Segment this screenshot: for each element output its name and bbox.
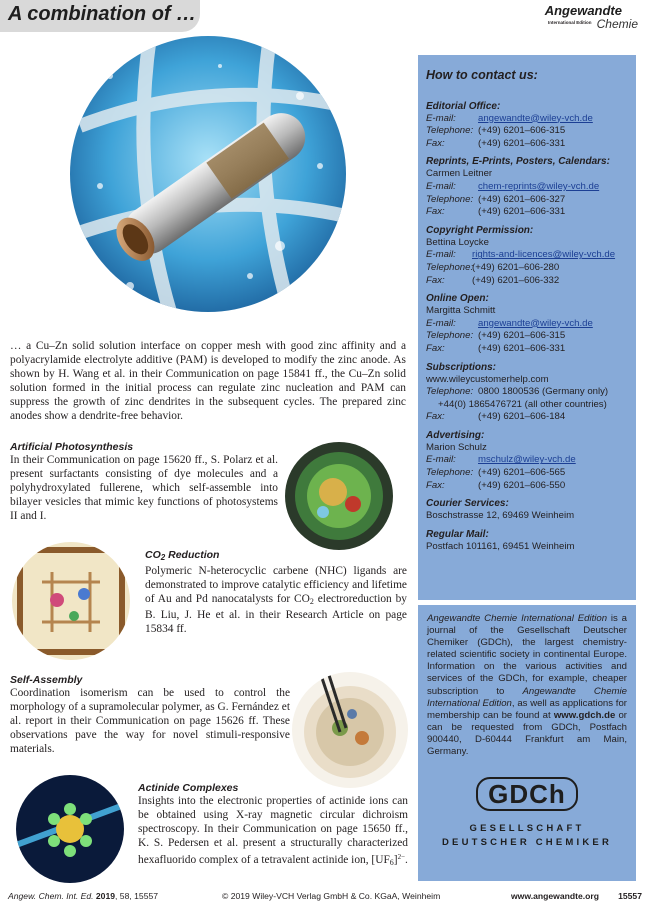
courier-services: Courier Services: Boschstrasse 12, 69469 Weinheim bbox=[426, 497, 628, 523]
article-text: Polymeric N-heterocyclic carbene (NHC) ligands are demonstrated to improve catalytic efficiency and lifetime of Au and Pd nanocatalysts for $CO_2$ electroreduction by B. Liu, J. He et al. in their Research Article on page 15834 ff. bbox=[145, 565, 408, 635]
section-heading: Advertising: bbox=[426, 429, 485, 441]
editorial-email-link[interactable]: angewandte@wiley-vch.de bbox=[478, 112, 593, 124]
gdch-url-link[interactable]: www.gdch.de bbox=[553, 709, 616, 721]
article-photosynthesis bbox=[10, 440, 278, 524]
journal-logo bbox=[542, 3, 638, 37]
gdch-tagline-2: DEUTSCHER CHEMIKER bbox=[441, 837, 613, 848]
article-co2-reduction bbox=[145, 548, 407, 637]
advertising-email-link[interactable]: mschulz@wiley-vch.de bbox=[478, 454, 576, 466]
actinide-image bbox=[16, 775, 124, 883]
copyright-email-link[interactable]: rights-and-licences@wiley-vch.de bbox=[472, 249, 616, 261]
gdch-panel bbox=[418, 605, 636, 881]
section-heading: Editorial Office: bbox=[426, 100, 501, 112]
gdch-text: Angewandte Chemie International Edition is a journal of the Gesellschaft Deutscher Chemiker (GDCh), the largest chemistry-related scientific society in continental Europe. Information on the various activities and services of the GDCh, for example, cheaper subscription to Angewandte Chemie International Edition, as well as applications for membership can be found at www.gdch.de or can be requested from GDCh, Postfach 900440, D-60444 Frankfurt am Main, Germany. bbox=[427, 613, 628, 758]
copyright-permission: Copyright Permission: Bettina Loycke E-mail: rights-and-licences@wiley-vch.de Telephone: (+49) 6201–606-280 Fax: (+49) 6201–606-332 bbox=[426, 224, 628, 287]
gdch-logo: GDCh bbox=[418, 777, 636, 811]
section-heading: Reprints, E-Prints, Posters, Calendars: bbox=[426, 156, 610, 168]
page-number: 15557 bbox=[618, 891, 642, 901]
section-heading: Subscriptions: bbox=[426, 361, 497, 373]
online-open: Online Open: Margitta Schmitt E-mail: angewandte@wiley-vch.de Telephone: (+49) 6201–606-315 Fax: (+49) 6201–606-331 bbox=[426, 292, 628, 355]
section-heading: Copyright Permission: bbox=[426, 224, 534, 236]
logo-line3: Chemie bbox=[596, 17, 638, 31]
section-heading: Regular Mail: bbox=[426, 528, 489, 540]
advertising: Advertising: Marion Schulz E-mail: mschulz@wiley-vch.de Telephone: (+49) 6201–606-565 Fax: (+49) 6201–606-550 bbox=[426, 429, 628, 492]
contact-panel bbox=[418, 55, 636, 600]
self-assembly-image bbox=[292, 672, 408, 788]
editorial-office: Editorial Office: E-mail: angewandte@wiley-vch.de Telephone: (+49) 6201–606-315 Fax: (+49) 6201–606-331 bbox=[426, 100, 628, 151]
article-actinide bbox=[138, 781, 408, 870]
openaccess-email-link[interactable]: angewandte@wiley-vch.de bbox=[478, 317, 593, 329]
co2-reduction-image bbox=[12, 542, 130, 660]
article-text: Coordination isomerism can be used to control the morphology of a supramolecular polymer, as G. Fernández et al. report in their Communication on page 15626 ff. These observations pave the way for novel stimuli-responsive materials. bbox=[10, 687, 290, 755]
footer-copyright: © 2019 Wiley-VCH Verlag GmbH & Co. KGaA, Weinheim bbox=[222, 891, 441, 901]
page-title: A combination of … bbox=[8, 3, 197, 25]
photosynthesis-image bbox=[285, 442, 393, 550]
article-text: Insights into the electronic properties of actinide ions can be obtained using X-ray magnetic circular dichroism spectroscopy. In their Communication on page 15650 ff., K. S. Pedersen et al. present a structurally characterized hexafluorido complex of a tetravalent actinide ion, $[UF_6]^{2-}$. bbox=[138, 795, 408, 867]
article-heading: Actinide Complexes bbox=[138, 782, 239, 794]
subscriptions: Subscriptions: www.wileycustomerhelp.com Telephone: 0800 1800536 (Germany only) +44(0) 1865476721 (all other countries) Fax: (+49) 6201–606-184 bbox=[426, 361, 628, 424]
reprints: Reprints, E-Prints, Posters, Calendars: Carmen Leitner E-mail: chem-reprints@wiley-vch.de Telephone: (+49) 6201–606-327 Fax: (+49) 6201–606-331 bbox=[426, 155, 628, 218]
subscriptions-url[interactable]: www.wileycustomerhelp.com bbox=[426, 373, 549, 385]
lead-text: … a Cu–Zn solid solution interface on copper mesh with good zinc affinity and a polyacrylamide electrolyte additive (PAM) is developed to modify the zinc anode. As shown by H. Wang et al. in their Communication on page 15841 ff., the Cu–Zn solid solution formed in the initial process can regulate zinc nucleation and PAM can suppress the growth of zinc dendrites in the subsequent cycles. The prepared zinc anodes show a dendrite-free behavior. bbox=[10, 340, 406, 422]
footer-url[interactable]: www.angewandte.org bbox=[511, 891, 600, 901]
article-heading: $CO_2$ Reduction bbox=[145, 549, 220, 562]
footer-citation: Angew. Chem. Int. Ed. 2019, 58, 15557 bbox=[8, 891, 159, 901]
section-heading: Courier Services: bbox=[426, 498, 509, 510]
article-heading: Artificial Photosynthesis bbox=[10, 441, 134, 453]
contact-title: How to contact us: bbox=[426, 68, 538, 82]
regular-mail: Regular Mail: Postfach 101161, 69451 Weinheim bbox=[426, 528, 628, 554]
lead-article bbox=[10, 340, 406, 423]
page-footer bbox=[8, 891, 642, 905]
section-heading: Online Open: bbox=[426, 293, 489, 305]
reprints-email-link[interactable]: chem-reprints@wiley-vch.de bbox=[478, 180, 600, 192]
gdch-tagline-1: GESELLSCHAFT bbox=[469, 823, 585, 834]
logo-line2: International Edition bbox=[548, 20, 592, 25]
cover-illustration bbox=[70, 36, 346, 312]
logo-line1: Angewandte bbox=[544, 3, 622, 18]
article-heading: Self-Assembly bbox=[10, 674, 83, 686]
article-self-assembly bbox=[10, 673, 290, 757]
article-text: In their Communication on page 15620 ff., S. Polarz et al. present surfactants consisting of dye molecules and a polyhydroxylated fullerene, which self-assemble into bilayer vesicles that mimic key functions of photosystems II and I. bbox=[10, 454, 278, 522]
